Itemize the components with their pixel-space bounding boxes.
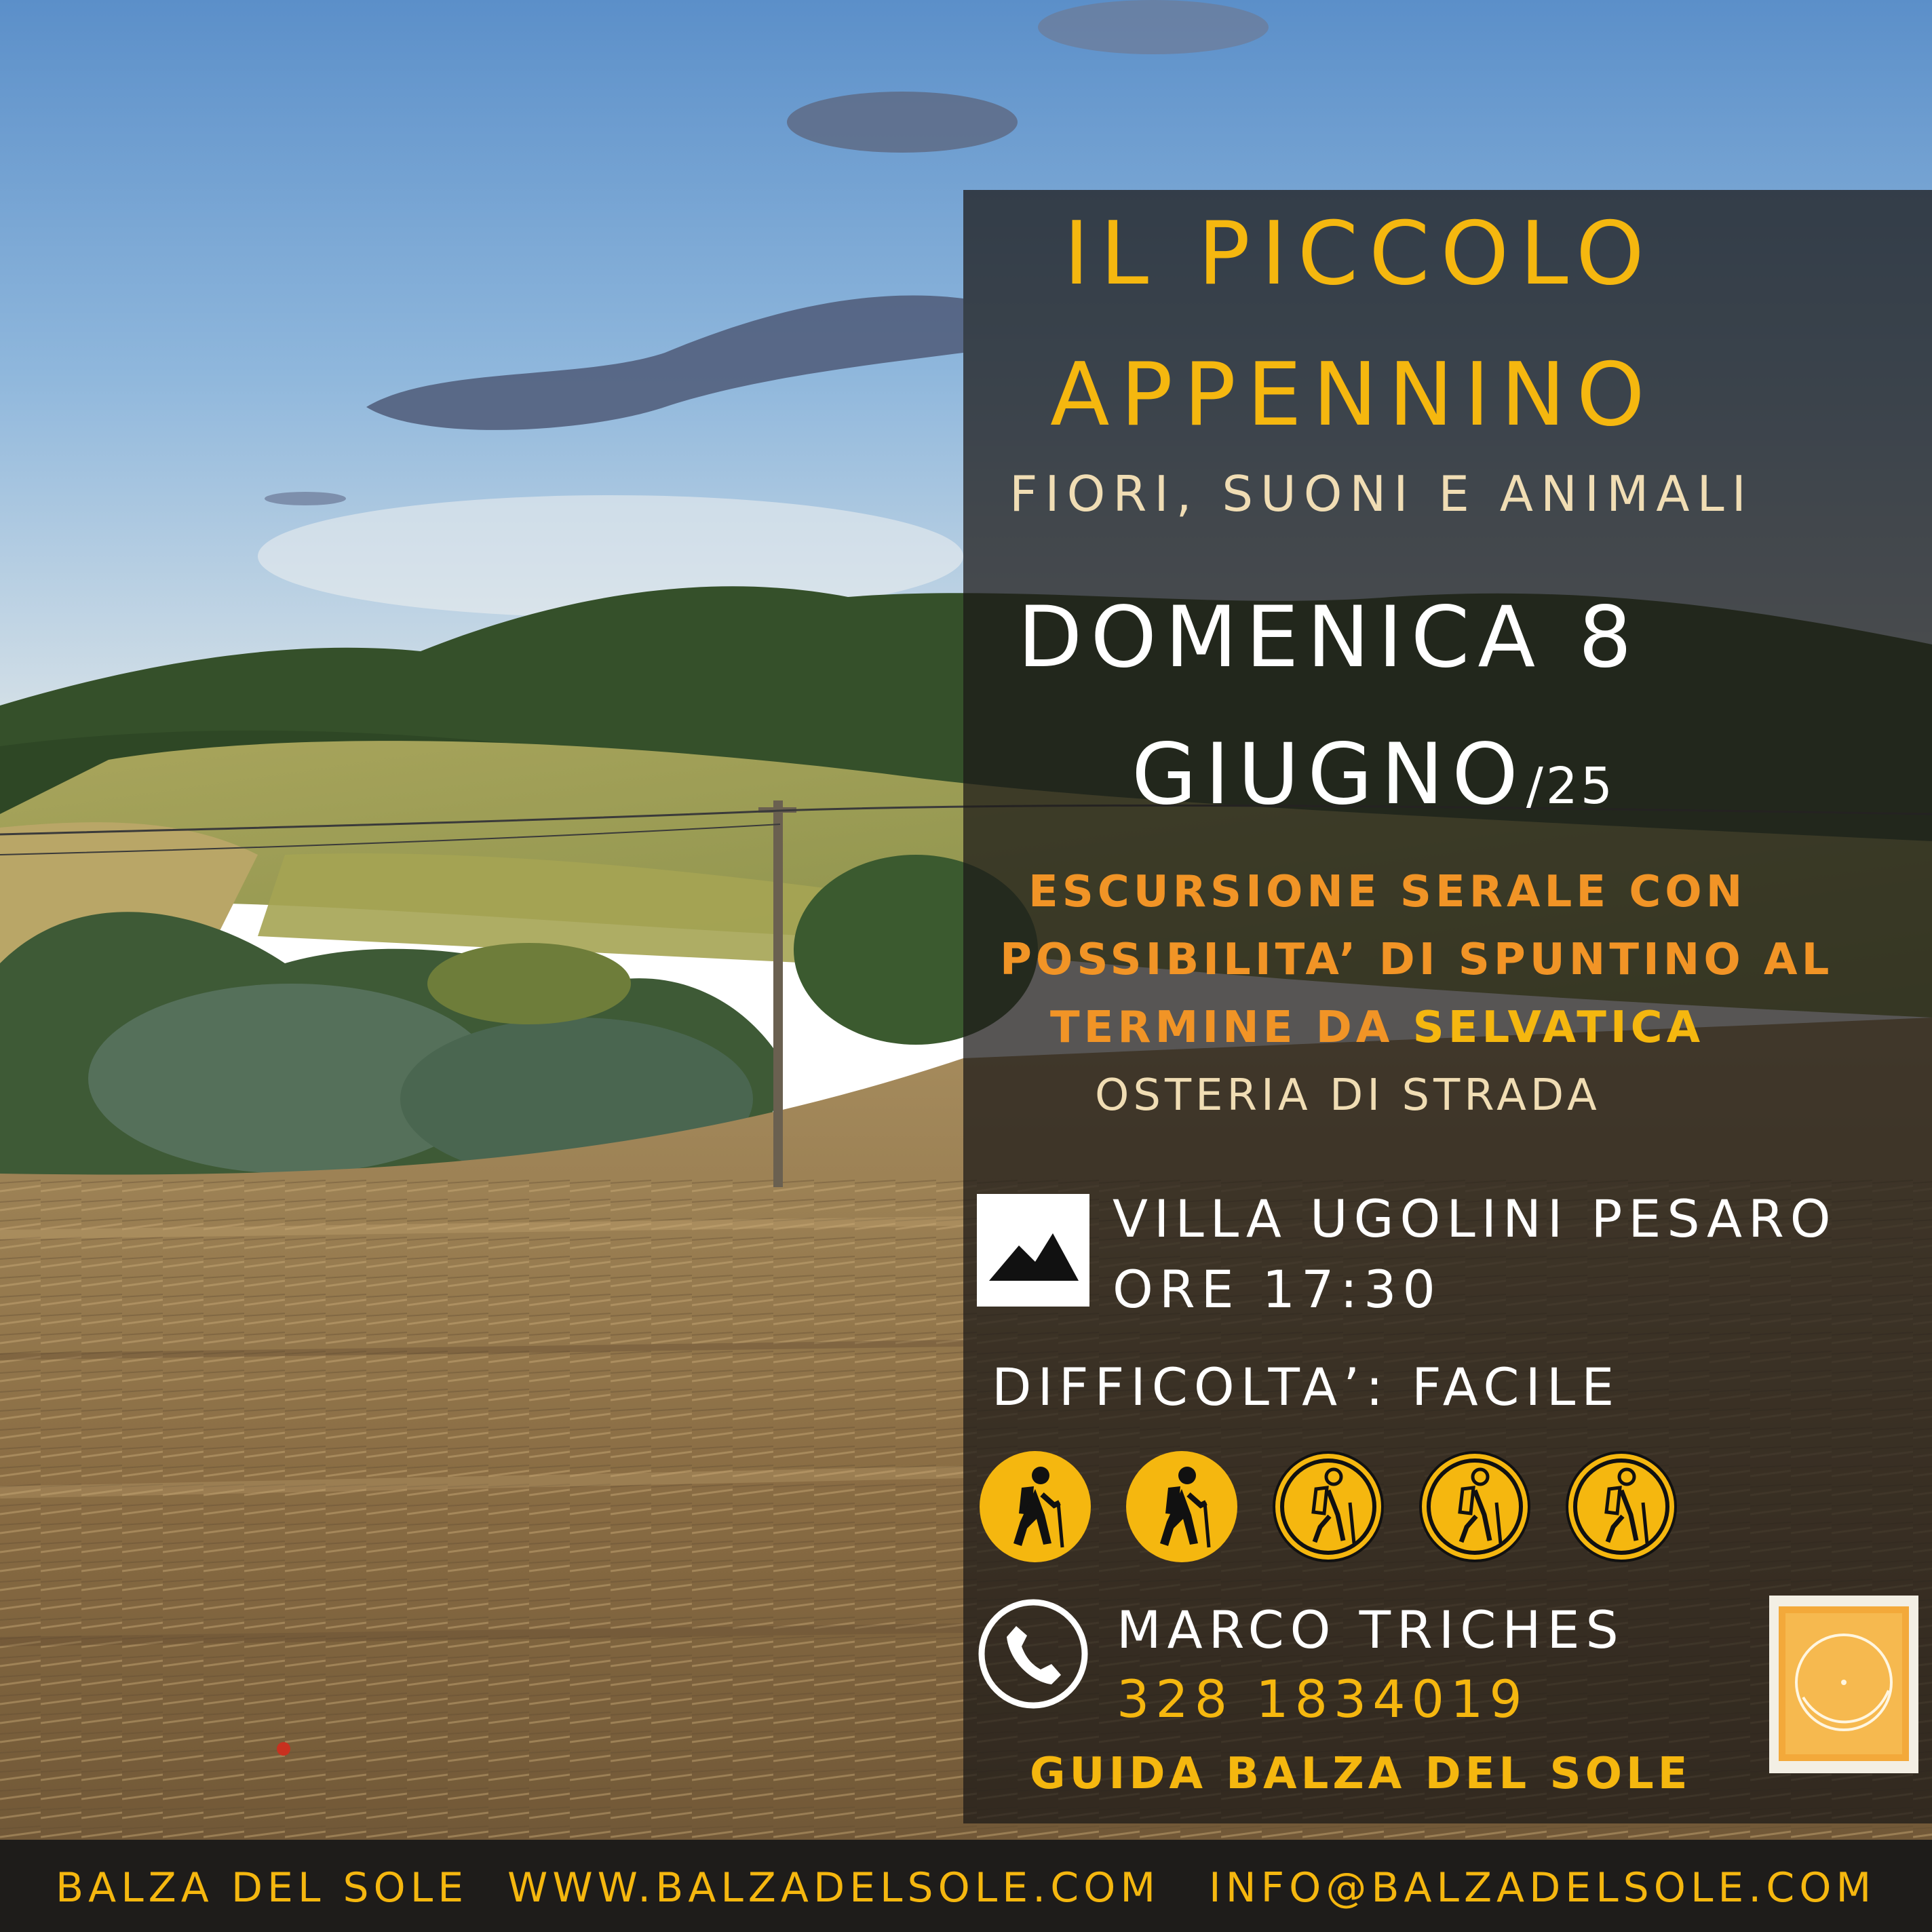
date-month: GIUGNO (1132, 726, 1526, 824)
description-line-4: OSTERIA DI STRADA (1095, 1070, 1601, 1121)
description-line-3 (1050, 1003, 1704, 1053)
hiker-icon (1123, 1448, 1240, 1565)
date-line-1: DOMENICA 8 (1018, 589, 1640, 687)
phone-icon (977, 1598, 1089, 1710)
balza-del-sole-logo (1769, 1596, 1918, 1773)
date-line-2 (1132, 726, 1615, 824)
contact-name: MARCO TRICHES (1117, 1600, 1625, 1660)
start-time: ORE 17:30 (1113, 1259, 1442, 1319)
selvatica-highlight: SELVATICA (1412, 1003, 1705, 1053)
description-line-2: POSSIBILITA’ DI SPUNTINO AL (1000, 935, 1834, 985)
hiker-icon (1563, 1448, 1680, 1565)
hiker-icon (1270, 1448, 1387, 1565)
subtitle: FIORI, SUONI E ANIMALI (1009, 465, 1754, 522)
location: VILLA UGOLINI PESARO (1113, 1189, 1837, 1249)
contact-phone: 328 1834019 (1117, 1669, 1528, 1729)
description-line-3-part-1: TERMINE DA (1050, 1003, 1394, 1053)
guide-label: GUIDA BALZA DEL SOLE (1030, 1749, 1692, 1799)
title-line-1: IL PICCOLO (1064, 204, 1655, 305)
mountain-icon (977, 1194, 1089, 1307)
difficulty: DIFFICOLTA’: FACILE (992, 1357, 1621, 1417)
hiker-icon (977, 1448, 1094, 1565)
footer-website[interactable]: WWW.BALZADELSOLE.COM (507, 1864, 1161, 1912)
hiker-icon (1416, 1448, 1533, 1565)
footer-bar (0, 1840, 1932, 1932)
title-line-2: APPENNINO (1050, 345, 1656, 446)
date-year: /25 (1526, 757, 1615, 815)
difficulty-rating (977, 1448, 1682, 1570)
description-line-1: ESCURSIONE SERALE CON (1028, 867, 1747, 917)
footer-email[interactable]: INFO@BALZADELSOLE.COM (1209, 1864, 1876, 1912)
footer-brand: BALZA DEL SOLE (56, 1864, 469, 1912)
